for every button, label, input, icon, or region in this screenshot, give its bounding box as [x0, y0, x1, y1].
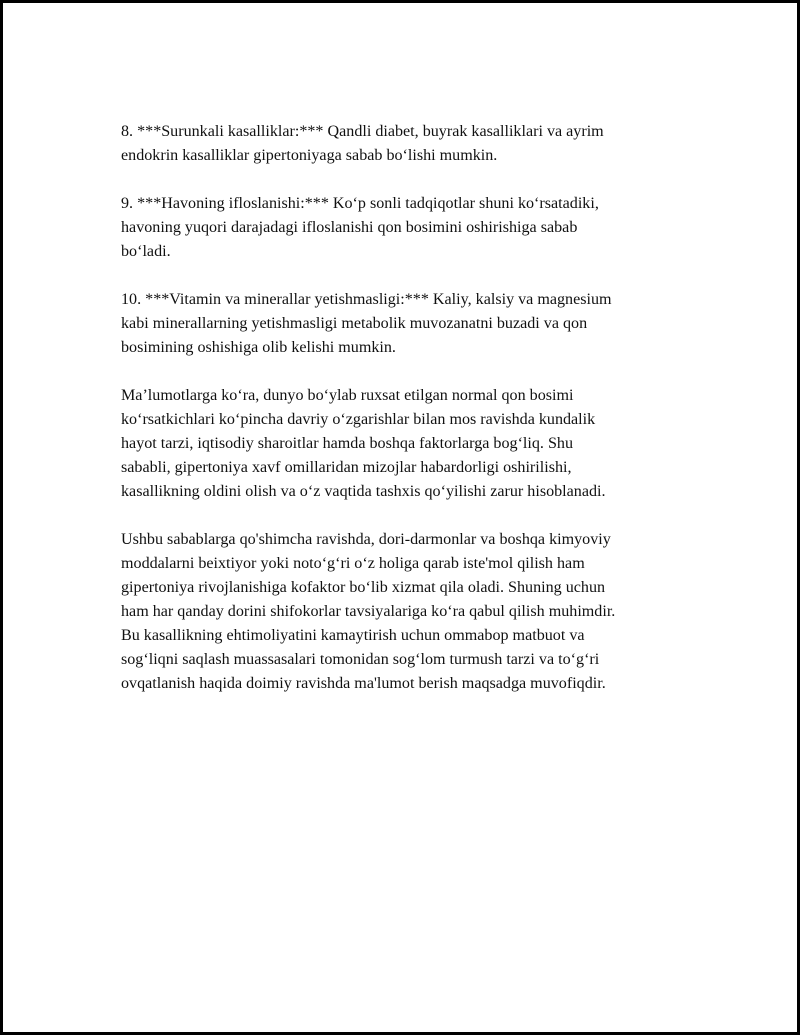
- text-line: moddalarni beixtiyor yoki noto‘g‘ri o‘z holiga qarab iste'mol qilish ham: [121, 555, 585, 572]
- text-line: 10. ***Vitamin va minerallar yetishmasligi:*** Kaliy, kalsiy va magnesium: [121, 291, 612, 308]
- paragraph-vitamin-deficiency: [121, 288, 696, 360]
- text-line: sababli, gipertoniya xavf omillaridan mizojlar habardorligi oshirilishi,: [121, 459, 572, 476]
- text-line: 8. ***Surunkali kasalliklar:*** Qandli diabet, buyrak kasalliklari va ayrim: [121, 123, 604, 140]
- text-line: kabi minerallarning yetishmasligi metabolik muvozanatni buzadi va qon: [121, 315, 588, 332]
- paragraph-air-pollution: [121, 192, 696, 264]
- text-line: bosimining oshishiga olib kelishi mumkin.: [121, 339, 396, 356]
- document-body: [121, 120, 696, 720]
- text-line: kasallikning oldini olish va o‘z vaqtida tashxis qo‘yilishi zarur hisoblanadi.: [121, 483, 606, 500]
- text-line: Ushbu sabablarga qo'shimcha ravishda, dori-darmonlar va boshqa kimyoviy: [121, 531, 611, 548]
- text-line: gipertoniya rivojlanishiga kofaktor bo‘lib xizmat qila oladi. Shuning uchun: [121, 579, 606, 596]
- text-line: 9. ***Havoning ifloslanishi:*** Ko‘p sonli tadqiqotlar shuni ko‘rsatadiki,: [121, 195, 599, 212]
- text-line: sog‘liqni saqlash muassasalari tomonidan sog‘lom turmush tarzi va to‘g‘ri: [121, 651, 600, 668]
- text-line: bo‘ladi.: [121, 243, 171, 260]
- text-line: Ma’lumotlarga ko‘ra, dunyo bo‘ylab ruxsat etilgan normal qon bosimi: [121, 387, 574, 404]
- text-line: ko‘rsatkichlari ko‘pincha davriy o‘zgarishlar bilan mos ravishda kundalik: [121, 411, 596, 428]
- text-line: Bu kasallikning ehtimoliyatini kamaytirish uchun ommabop matbuot va: [121, 627, 585, 644]
- text-line: hayot tarzi, iqtisodiy sharoitlar hamda boshqa faktorlarga bog‘liq. Shu: [121, 435, 574, 452]
- text-line: ham har qanday dorini shifokorlar tavsiyalariga ko‘ra qabul qilish muhimdir.: [121, 603, 616, 620]
- text-line: endokrin kasalliklar gipertoniyaga sabab bo‘lishi mumkin.: [121, 147, 498, 164]
- text-line: havoning yuqori darajadagi ifloslanishi qon bosimini oshirishiga sabab: [121, 219, 578, 236]
- paragraph-data-summary: [121, 384, 696, 504]
- paragraph-chronic-diseases: [121, 120, 696, 168]
- paragraph-additional-causes: [121, 528, 696, 696]
- text-line: ovqatlanish haqida doimiy ravishda ma'lumot berish maqsadga muvofiqdir.: [121, 675, 606, 692]
